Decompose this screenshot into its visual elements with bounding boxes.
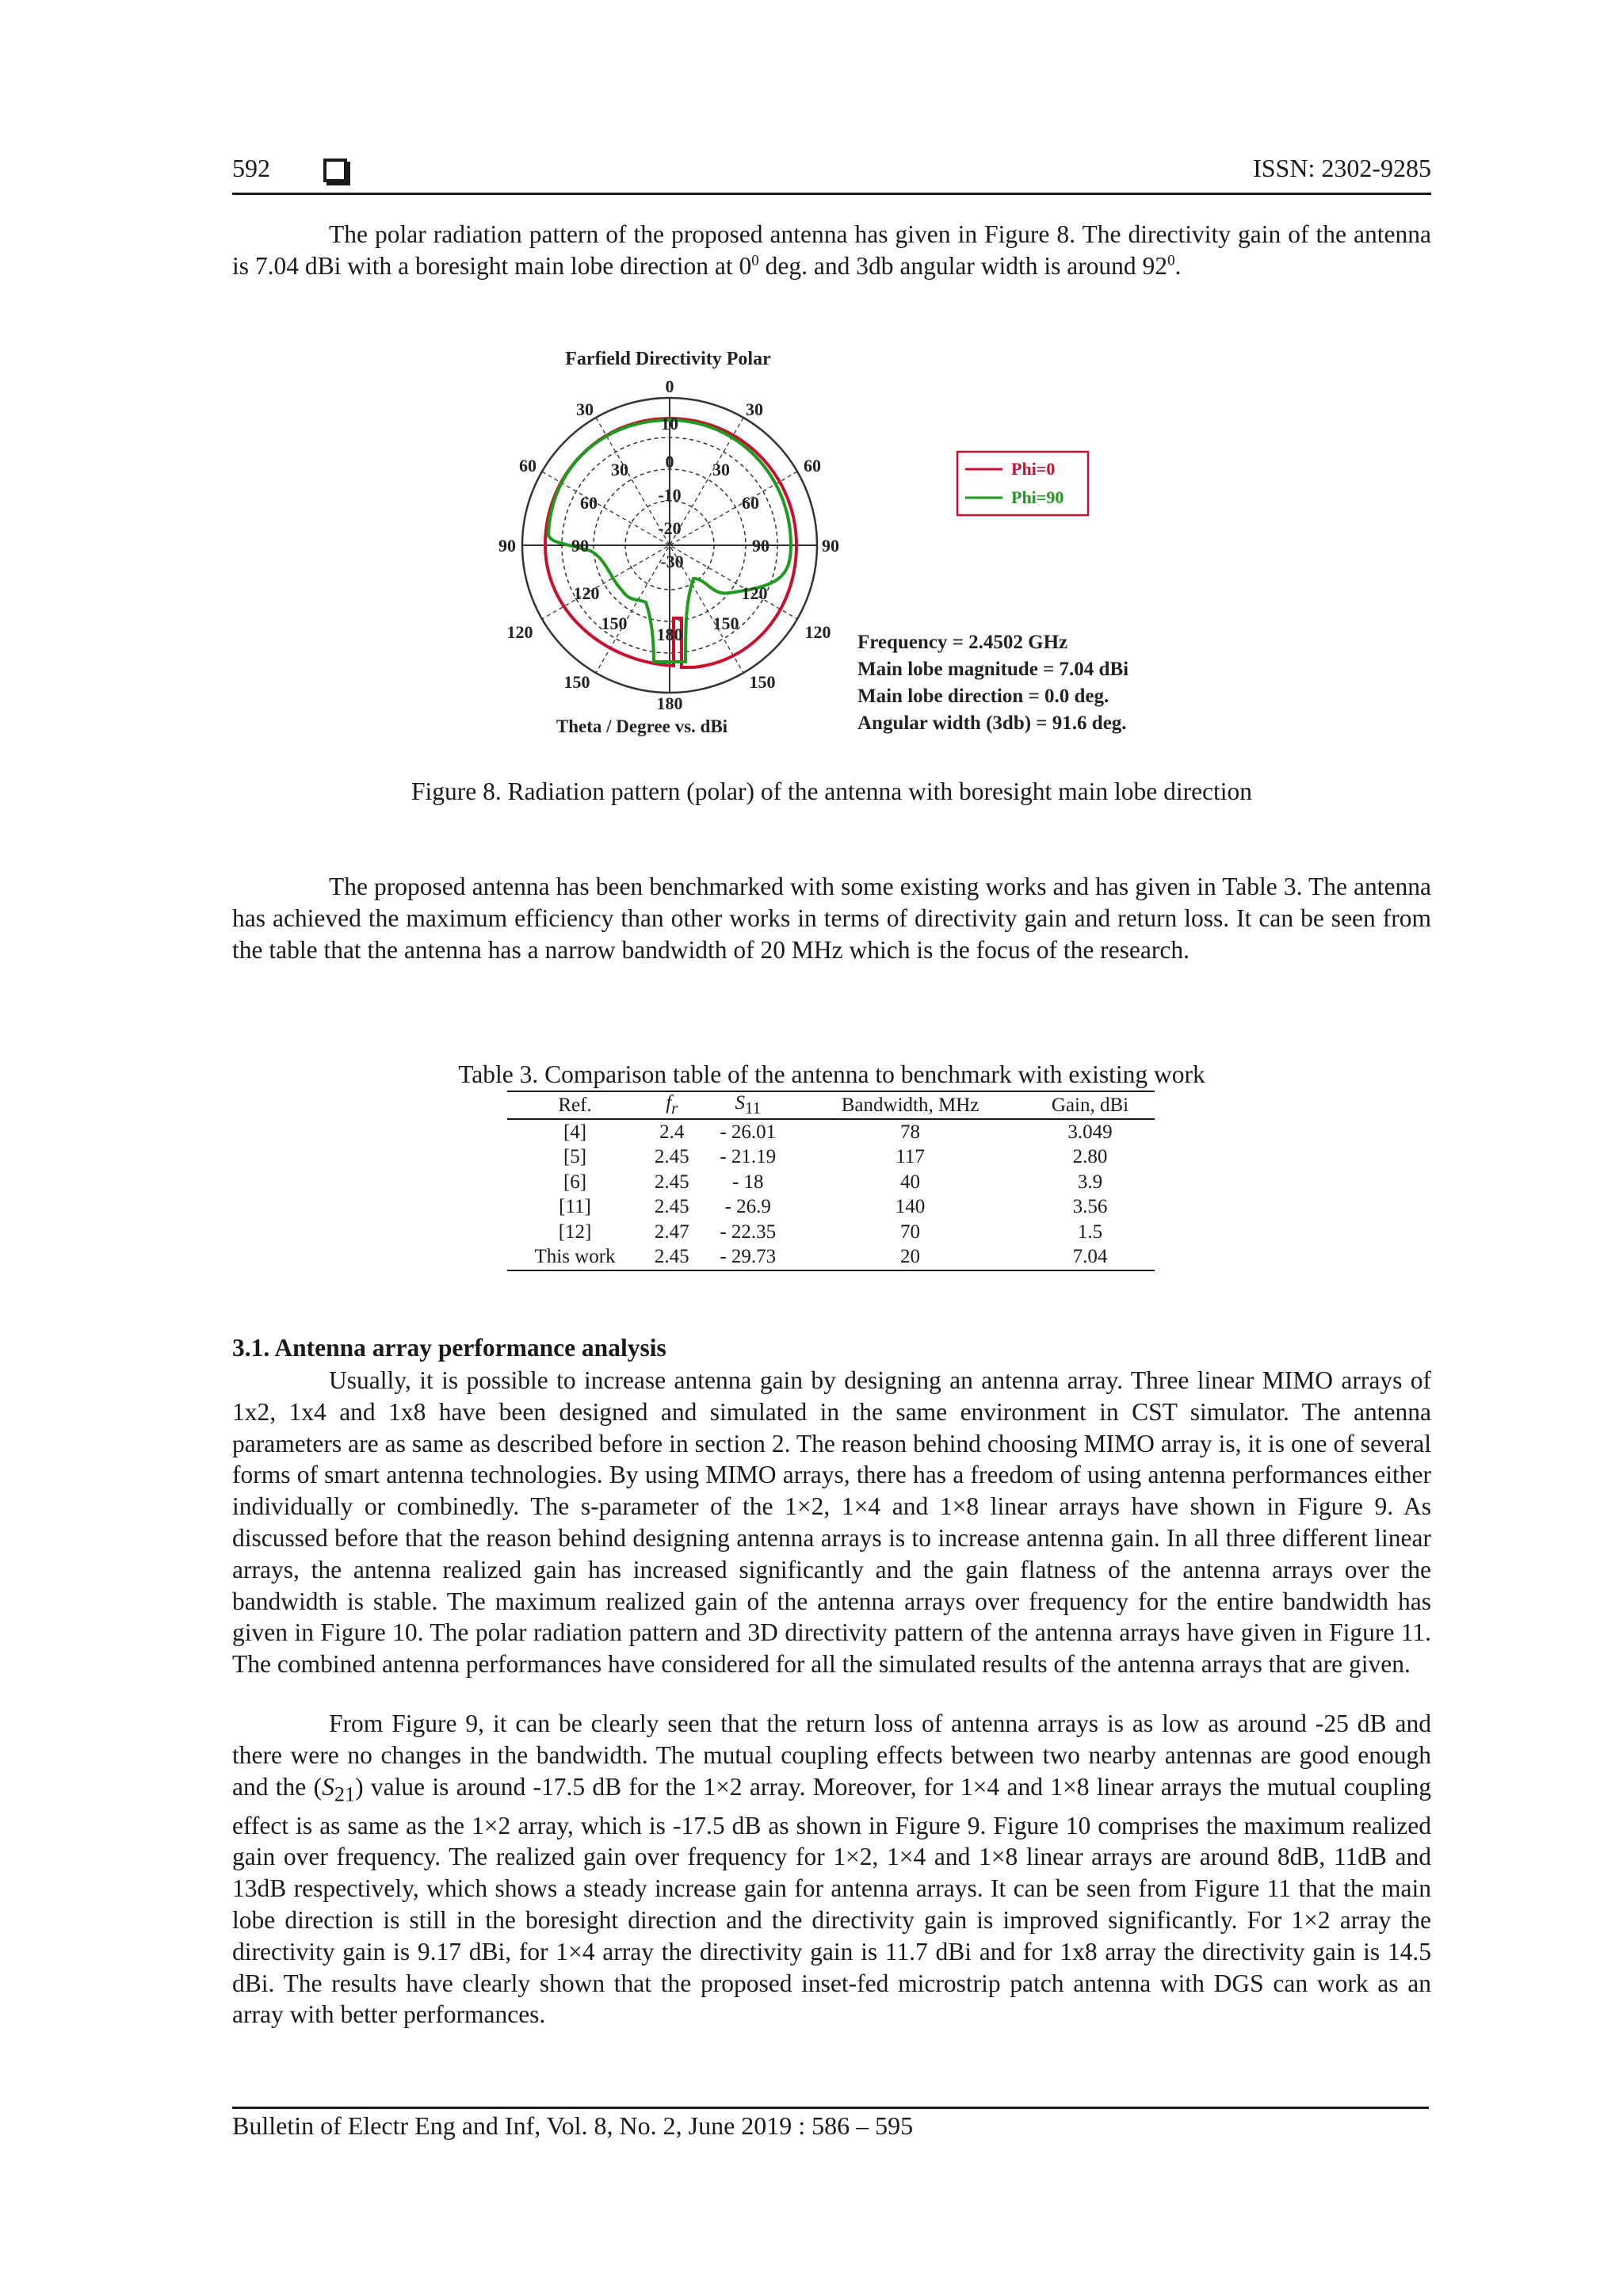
table-row (507, 1119, 1155, 1145)
cell: 2.45 (643, 1245, 701, 1271)
para4-text-b: ) value is around -17.5 dB for the 1×2 array. Moreover, for 1×4 and 1×8 linear arrays the mutual coupling effect is as same as the 1×2 array, which is -17.5 dB as shown in Figure 9. Figure 10 comprises the maximum realized gain over frequency. The realized gain over frequency for 1×2, 1×4 and 1×8 linear arrays are around 8dB, 11dB and 13dB respectively, which shows a steady increase gain for antenna arrays. It can be seen from Figure 11 that the main lobe direction is still in the boresight direction and the directivity gain is improved significantly. For 1×2 array the directivity gain is 9.17 dBi, for 1×4 array the directivity gain is 11.7 dBi and for 1x8 array the directivity gain is 14.5 dBi. The results have clearly shown that the proposed inset-fed microstrip patch antenna with DGS can work as an array with better performances. (232, 1772, 1431, 2029)
paragraph-benchmark (232, 871, 1431, 965)
col-ref: Ref. (507, 1091, 643, 1119)
para1-text: The polar radiation pattern of the proposed antenna has given in Figure 8. The directivity gain of the antenna is 7.04 dBi with a boresight main lobe direction at 0 (232, 220, 1431, 280)
issn-label: ISSN: 2302-9285 (1253, 154, 1431, 182)
cell: 117 (896, 1146, 925, 1168)
paragraph-array-analysis (232, 1365, 1431, 1680)
s21-sub: 21 (334, 1782, 356, 1805)
header-rule (232, 193, 1431, 195)
cell: 70 (900, 1221, 921, 1243)
cell: [11] (559, 1196, 591, 1218)
paragraph-results (232, 1708, 1431, 2030)
figure-8-caption: Figure 8. Radiation pattern (polar) of the antenna with boresight main lobe direction (411, 777, 1253, 805)
superscript: 0 (1167, 252, 1175, 269)
theta-label: 150 (563, 672, 590, 692)
cell: 2.47 (654, 1221, 689, 1243)
cell: - 26.9 (724, 1196, 771, 1218)
section-heading: 3.1. Antenna array performance analysis (232, 1334, 666, 1362)
inner-label: 0 (665, 452, 674, 472)
inner-label: 10 (661, 414, 678, 434)
cell: This work (507, 1245, 643, 1271)
footer-citation: Bulletin of Electr Eng and Inf, Vol. 8, No. 2, June 2019 : 586 – 595 (232, 2111, 914, 2140)
table-row (507, 1195, 1155, 1221)
plot-title: Farfield Directivity Polar (565, 349, 771, 369)
col-gain: Gain, dBi (1025, 1091, 1155, 1119)
theta-label: 30 (746, 399, 763, 419)
table-row (507, 1145, 1155, 1171)
legend-label-phi-0: Phi=0 (1011, 459, 1056, 479)
para2-text: The proposed antenna has been benchmarked with some existing works and has given in Table 3. The antenna has achieved the maximum efficiency than other works in terms of directivity gain and return loss. It can be seen from the table that the antenna has a narrow bandwidth of 20 MHz which is the focus of the research. (232, 873, 1431, 964)
theta-label: 30 (576, 399, 594, 419)
cell: 7.04 (1025, 1245, 1155, 1271)
info-main-lobe-direction: Main lobe direction = 0.0 deg. (857, 686, 1109, 707)
table-3-caption: Table 3. Comparison table of the antenna to benchmark with existing work (458, 1060, 1205, 1088)
theta-label: 120 (506, 622, 533, 642)
inner-label: -20 (658, 518, 682, 538)
cell: 20 (795, 1245, 1025, 1271)
info-angular-width: Angular width (3db) = 91.6 deg. (857, 712, 1127, 734)
cell: 2.4 (659, 1121, 685, 1143)
paragraph-intro (232, 219, 1431, 282)
cell: 3.56 (1072, 1196, 1108, 1218)
inner-label: 150 (712, 613, 739, 633)
checkbox-square-icon (323, 159, 347, 182)
info-frequency: Frequency = 2.4502 GHz (857, 632, 1068, 653)
cell: [5] (563, 1146, 587, 1168)
cell: 3.049 (1067, 1121, 1113, 1143)
cell: - 18 (731, 1171, 764, 1193)
inner-label: 30 (712, 460, 730, 479)
cell: 1.5 (1077, 1221, 1103, 1243)
cell: 2.45 (654, 1196, 689, 1218)
inner-label: 90 (752, 536, 769, 556)
theta-label: 0 (665, 376, 674, 396)
theta-label: 120 (804, 622, 831, 642)
inner-label: 60 (742, 493, 759, 513)
col-fr-sub: r (671, 1098, 678, 1117)
cell: [12] (558, 1221, 592, 1243)
legend-label-phi-90: Phi=90 (1011, 487, 1064, 507)
figure-8-polar-plot (491, 341, 1244, 753)
para4-text-a: From Figure 9, it can be clearly seen that the return loss of antenna arrays is as low as around -25 dB and there were no changes in the bandwidth. The mutual coupling effects between two nearby antennas are good enough and the ( (232, 1710, 1431, 1801)
inner-label: 150 (601, 613, 628, 633)
page-number: 592 (232, 154, 270, 182)
inner-label: 30 (611, 460, 628, 479)
cell: 2.45 (654, 1146, 689, 1168)
table-row (507, 1220, 1155, 1245)
table-row (507, 1170, 1155, 1195)
theta-label: 150 (749, 672, 776, 692)
superscript: 0 (751, 252, 759, 269)
cell: [6] (563, 1171, 587, 1193)
theta-label: 90 (822, 536, 839, 556)
theta-label: 60 (804, 456, 821, 476)
polar-plot-svg (491, 341, 1244, 753)
inner-label: -30 (660, 552, 684, 571)
cell: [4] (563, 1121, 587, 1143)
col-s11-symbol: S (735, 1092, 745, 1114)
col-s11 (701, 1091, 795, 1119)
cell: 40 (900, 1171, 921, 1193)
para3-text: Usually, it is possible to increase antenna gain by designing an antenna array. Three linear MIMO arrays of 1x2, 1x4 and 1x8 have been designed and simulated in the same environment in CST simulator. The antenna parameters are as same as described before in section 2. The reason behind choosing MIMO array is, it is one of several forms of smart antenna technologies. By using MIMO arrays, there has a freedom of using antenna performances either individually or combinedly. The s-parameter of the 1×2, 1×4 and 1×8 linear arrays have shown in Figure 9. As discussed before that the reason behind designing antenna arrays is to increase antenna gain. In all three different linear arrays, the antenna realized gain has increased significantly and the gain flatness of the antenna arrays over the bandwidth is stable. The maximum realized gain of the antenna arrays over frequency for the entire bandwidth has given in Figure 10. The polar radiation pattern and 3D directivity pattern of the antenna arrays have given in Figure 11. The combined antenna performances have considered for all the simulated results of the antenna arrays that are given. (232, 1366, 1431, 1679)
s21-symbol: S (322, 1772, 334, 1801)
table-header-row (507, 1091, 1155, 1119)
inner-label: 60 (580, 493, 598, 513)
inner-label: -10 (658, 485, 682, 505)
para1-mid: deg. and 3db angular width is around 92 (758, 251, 1168, 280)
cell: - 26.01 (720, 1121, 777, 1143)
cell: 3.9 (1077, 1171, 1103, 1193)
col-bandwidth: Bandwidth, MHz (795, 1091, 1025, 1119)
cell: 2.80 (1072, 1146, 1108, 1168)
info-main-lobe-magnitude: Main lobe magnitude = 7.04 dBi (857, 659, 1129, 680)
cell: - 21.19 (720, 1146, 777, 1168)
inner-label: 120 (741, 583, 768, 603)
cell: - 29.73 (701, 1245, 795, 1271)
comparison-table (507, 1091, 1155, 1271)
theta-label: 180 (656, 693, 683, 713)
inner-label: 90 (571, 536, 589, 556)
inner-label: 120 (573, 583, 600, 603)
para1-end: . (1174, 251, 1182, 280)
col-fr-symbol: f (666, 1092, 672, 1114)
theta-label: 90 (498, 536, 516, 556)
col-s11-sub: 11 (744, 1098, 761, 1117)
inner-label: 180 (656, 625, 683, 644)
theta-label: 60 (519, 456, 537, 476)
axis-caption: Theta / Degree vs. dBi (556, 716, 728, 736)
cell: - 22.35 (720, 1221, 777, 1243)
cell: 2.45 (654, 1171, 689, 1193)
cell: 78 (900, 1121, 921, 1143)
footer-rule (232, 2107, 1429, 2109)
cell: 140 (895, 1196, 926, 1218)
col-fr (643, 1091, 701, 1119)
table-row (507, 1245, 1155, 1271)
